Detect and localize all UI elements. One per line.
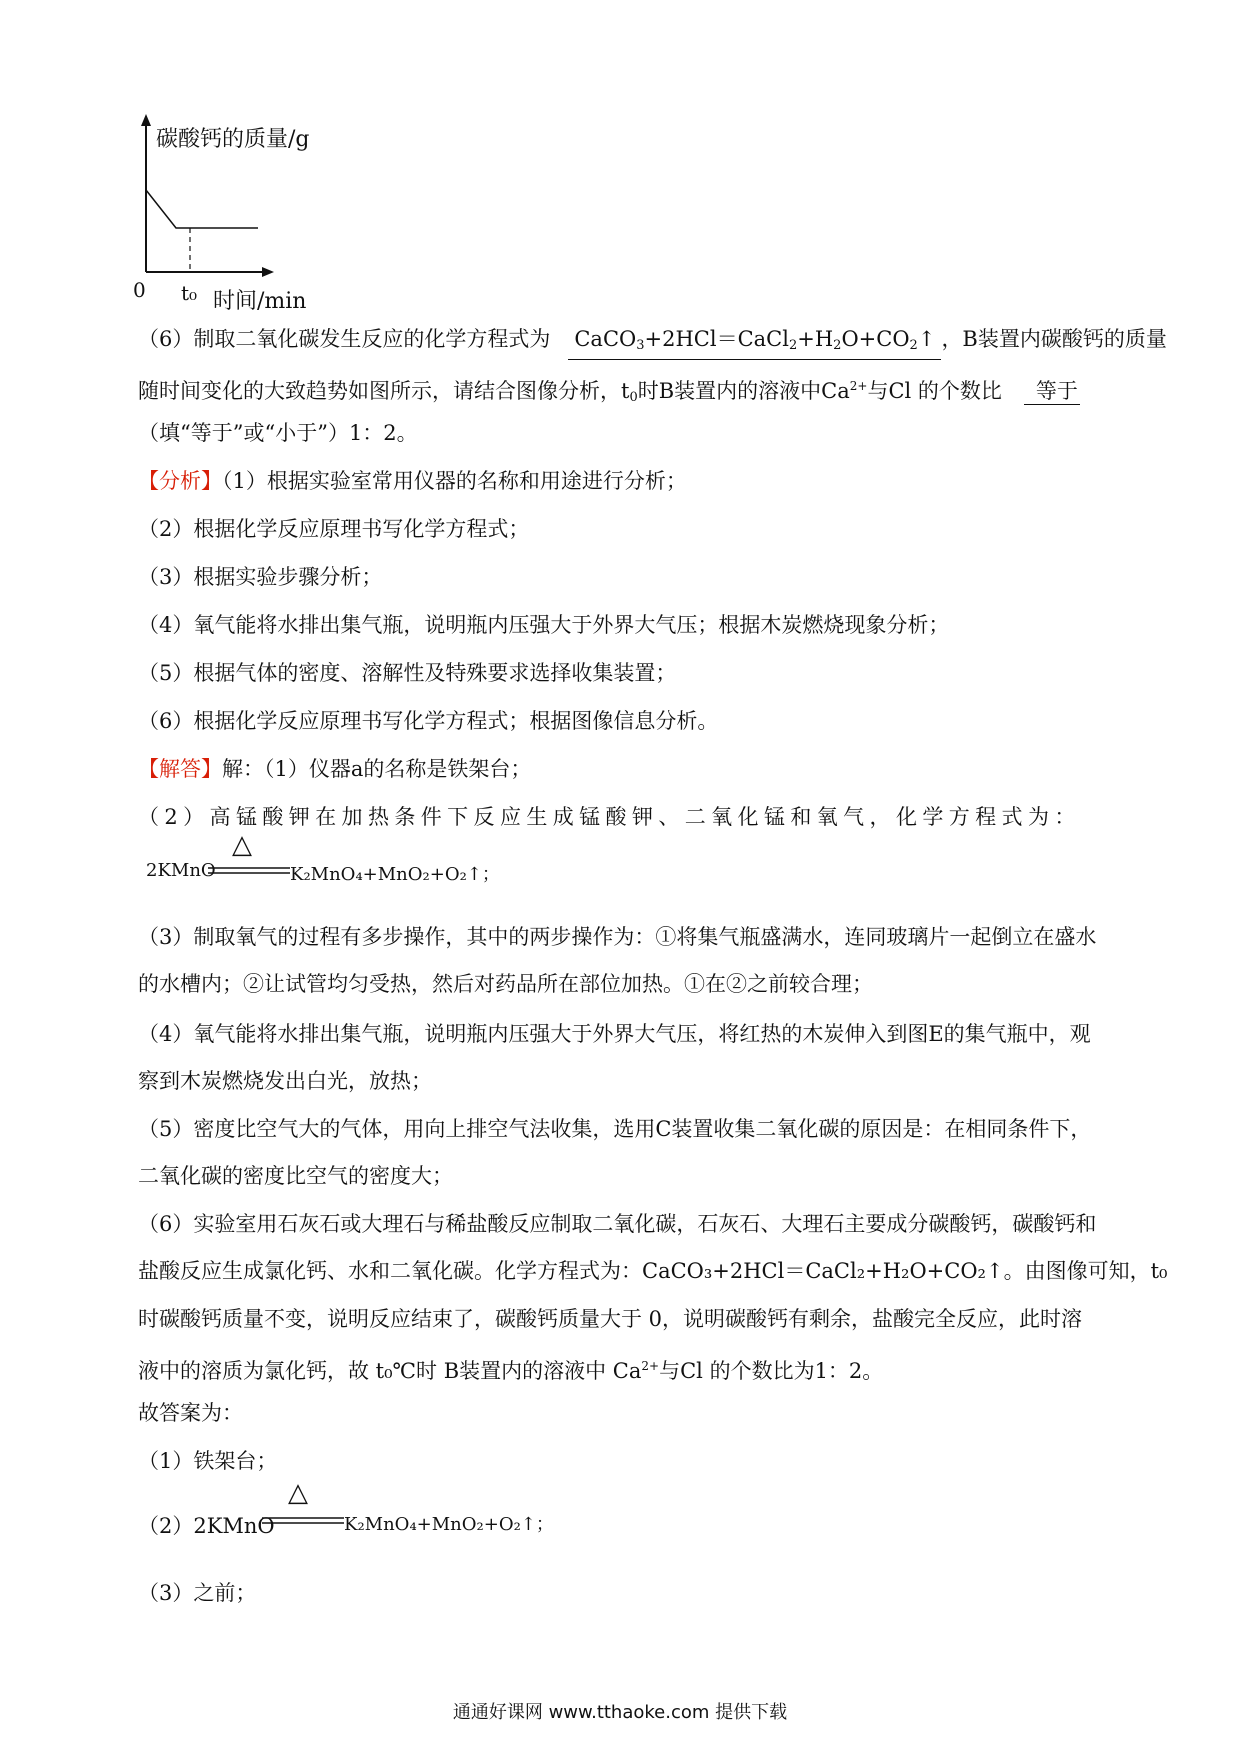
answer-3: （3）之前； (138, 1581, 257, 1605)
analysis-line-4: （4）氧气能将水排出集气瓶，说明瓶内压强大于外界大气压；根据木炭燃烧现象分析； (138, 613, 950, 637)
x-axis-label: 时间/min (213, 289, 307, 314)
question-6-line-3: （填“等于”或“小于”）1：2。 (138, 421, 418, 445)
q6-text-a: （6）制取二氧化碳发生反应的化学方程式为 (138, 327, 551, 351)
solution-line-5b: 二氧化碳的密度比空气的密度大； (138, 1164, 453, 1188)
solution-line-4b: 察到木炭燃烧发出白光，放热； (138, 1069, 432, 1093)
heat-delta-symbol: △ (232, 830, 252, 860)
solution-line-2: （2）高锰酸钾在加热条件下反应生成锰酸钾、二氧化锰和氧气，化学方程式为： (138, 805, 1081, 829)
solution-line-6b: 盐酸反应生成氯化钙、水和二氧化碳。化学方程式为：CaCO₃+2HCl＝CaCl₂+H₂O+CO₂↑。由图像可知，t₀ (138, 1259, 1168, 1283)
answers-heading: 故答案为： (138, 1401, 243, 1425)
solution-line-5a: （5）密度比空气大的气体，用向上排空气法收集，选用C装置收集二氧化碳的原因是：在相同条件下， (138, 1117, 1092, 1141)
answer-1: （1）铁架台； (138, 1449, 278, 1473)
answer-2-right: K₂MnO₄+MnO₂+O₂↑； (344, 1514, 554, 1535)
solution-tag: 【解答】 (138, 757, 222, 781)
answer-2-delta-symbol: △ (288, 1478, 308, 1508)
analysis-line-1: 【分析】（1）根据实验室常用仪器的名称和用途进行分析； (138, 469, 687, 493)
equation-left: 2KMnO (146, 860, 216, 881)
solution-line-6a: （6）实验室用石灰石或大理石与稀盐酸反应制取二氧化碳，石灰石、大理石主要成分碳酸钙，碳酸钙和 (138, 1212, 1097, 1236)
t0-label: t₀ (181, 281, 198, 305)
q6-equation-blank: $CaCO_3+2HCl=CaCl_2+H_2O+CO_2↑$ (568, 326, 941, 360)
question-6-line-2: 随时间变化的大致趋势如图所示，请结合图像分析，$t_0$时B装置内的溶液中$Ca^{2+}$与Cl 的个数比 等于 (138, 379, 1078, 405)
q6-answer-blank: 等于 (1024, 378, 1080, 405)
analysis-tag: 【分析】 (138, 469, 222, 493)
solution-line-6c: 时碳酸钙质量不变，说明反应结束了，碳酸钙质量大于 0，说明碳酸钙有剩余，盐酸完全反应，此时溶 (138, 1307, 1083, 1331)
solution-line-4a: （4）氧气能将水排出集气瓶，说明瓶内压强大于外界大气压，将红热的木炭伸入到图E的集气瓶中，观 (138, 1022, 1091, 1046)
origin-label: 0 (133, 278, 146, 302)
solution-line-3b: 的水槽内；②让试管均匀受热，然后对药品所在部位加热。①在②之前较合理； (138, 972, 873, 996)
equation-right: K₂MnO₄+MnO₂+O₂↑； (290, 864, 500, 885)
analysis-line-3: （3）根据实验步骤分析； (138, 565, 383, 589)
solution-line-1: 【解答】解：（1）仪器a的名称是铁架台； (138, 757, 532, 781)
solution-line-6d: 液中的溶质为氯化钙，故 t₀℃时 B装置内的溶液中 $Ca^{2+}$与Cl 的个数比为1：2。 (138, 1359, 884, 1383)
y-axis-label: 碳酸钙的质量/g (156, 127, 310, 152)
analysis-line-6: （6）根据化学反应原理书写化学方程式；根据图像信息分析。 (138, 709, 719, 733)
analysis-line-5: （5）根据气体的密度、溶解性及特殊要求选择收集装置； (138, 661, 677, 685)
solution-line-3a: （3）制取氧气的过程有多步操作，其中的两步操作为：①将集气瓶盛满水，连同玻璃片一起倒立在盛水 (138, 925, 1097, 949)
analysis-line-2: （2）根据化学反应原理书写化学方程式； (138, 517, 530, 541)
q6-text-b: ，B装置内碳酸钙的质量 (941, 327, 1167, 351)
answer-2-left: （2）2KMnO (138, 1514, 275, 1538)
page-footer: 通通好课网 www.tthaoke.com 提供下载 (452, 1702, 788, 1723)
